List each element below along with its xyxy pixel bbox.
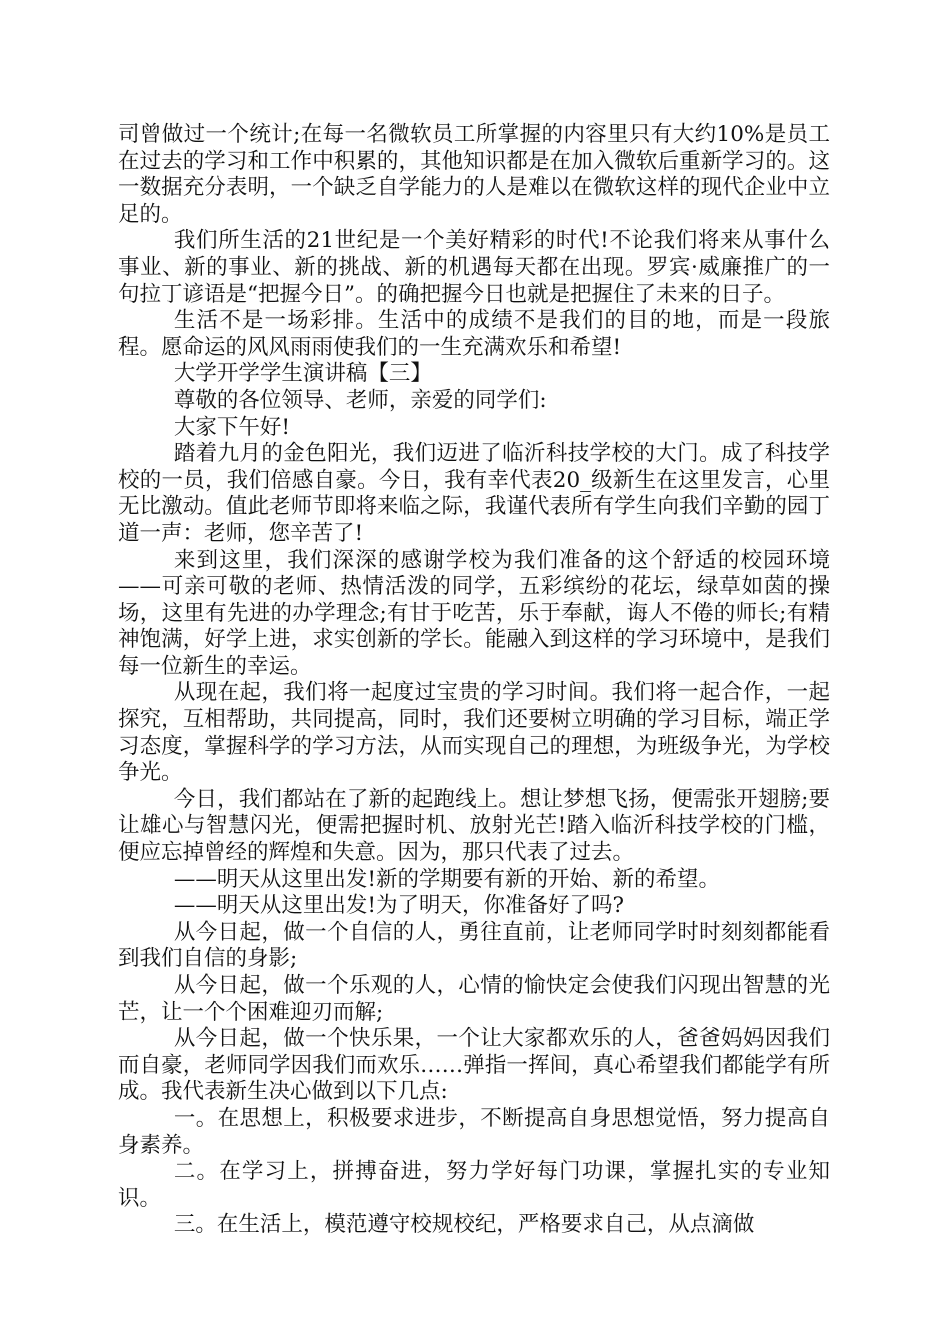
paragraph-13: 从今日起，做一个自信的人，勇往直前，让老师同学时时刻刻都能看到我们自信的身影; — [118, 919, 830, 972]
paragraph-1: 司曾做过一个统计;在每一名微软员工所掌握的内容里只有大约10%是员工在过去的学习和工作中积累的，其他知识都是在加入微软后重新学习的。这一数据充分表明，一个缺乏自学能力的人是难以在微软这样的现代企业中立足的。 — [118, 122, 830, 227]
paragraph-8: 来到这里，我们深深的感谢学校为我们准备的这个舒适的校园环境——可亲可敬的老师、热情活泼的同学，五彩缤纷的花坛，绿草如茵的操场，这里有先进的办学理念;有甘于吃苦，乐于奉献，诲人不倦的师长;有精神饱满，好学上进，求实创新的学长。能融入到这样的学习环境中，是我们每一位新生的幸运。 — [118, 547, 830, 679]
paragraph-14: 从今日起，做一个乐观的人，心情的愉快定会使我们闪现出智慧的光芒，让一个个困难迎刃而解; — [118, 973, 830, 1025]
paragraph-3: 生活不是一场彩排。生活中的成绩不是我们的目的地，而是一段旅程。愿命运的风风雨雨使我们的一生充满欢乐和希望! — [118, 308, 830, 360]
salutation: 尊敬的各位领导、老师，亲爱的同学们: — [173, 387, 547, 413]
section-heading: 大学开学学生演讲稿【三】 — [173, 361, 432, 387]
paragraph-11: ——明天从这里出发!新的学期要有新的开始、新的希望。 — [173, 866, 721, 892]
paragraph-17: 二。在学习上，拼搏奋进，努力学好每门功课，掌握扎实的专业知识。 — [118, 1159, 830, 1211]
paragraph-10: 今日，我们都站在了新的起跑线上。想让梦想飞扬，便需张开翅膀;要让雄心与智慧闪光，便需把握时机、放射光芒!踏入临沂科技学校的门槛，便应忘掉曾经的辉煌和失意。因为，那只代表了过去。 — [118, 786, 830, 866]
paragraph-2: 我们所生活的21世纪是一个美好精彩的时代!不论我们将来从事什么事业、新的事业、新的挑战、新的机遇每天都在出现。罗宾·威廉推广的一句拉丁谚语是“把握今日”。的确把握今日也就是把握住了未来的日子。 — [118, 228, 830, 307]
paragraph-15: 从今日起，做一个快乐果，一个让大家都欢乐的人，爸爸妈妈因我们而自豪，老师同学因我们而欢乐……弹指一挥间，真心希望我们都能学有所成。我代表新生决心做到以下几点: — [118, 1026, 830, 1105]
paragraph-7: 踏着九月的金色阳光，我们迈进了临沂科技学校的大门。成了科技学校的一员，我们倍感自豪。今日，我有幸代表20_级新生在这里发言，心里无比激动。值此老师节即将来临之际，我谨代表所有学生向我们辛勤的园丁道一声：老师，您辛苦了! — [118, 441, 830, 546]
paragraph-16: 一。在思想上，积极要求进步，不断提高自身思想觉悟，努力提高自身素养。 — [118, 1105, 830, 1158]
paragraph-12: ——明天从这里出发!为了明天，你准备好了吗? — [173, 893, 625, 919]
greeting: 大家下午好! — [173, 414, 291, 440]
document-body — [118, 122, 830, 1239]
paragraph-9: 从现在起，我们将一起度过宝贵的学习时间。我们将一起合作，一起探究，互相帮助，共同提高，同时，我们还要树立明确的学习目标，端正学习态度，掌握科学的学习方法，从而实现自己的理想，为班级争光，为学校争光。 — [118, 680, 830, 786]
paragraph-18: 三。在生活上，模范遵守校规校纪，严格要求自己，从点滴做 — [173, 1212, 755, 1238]
